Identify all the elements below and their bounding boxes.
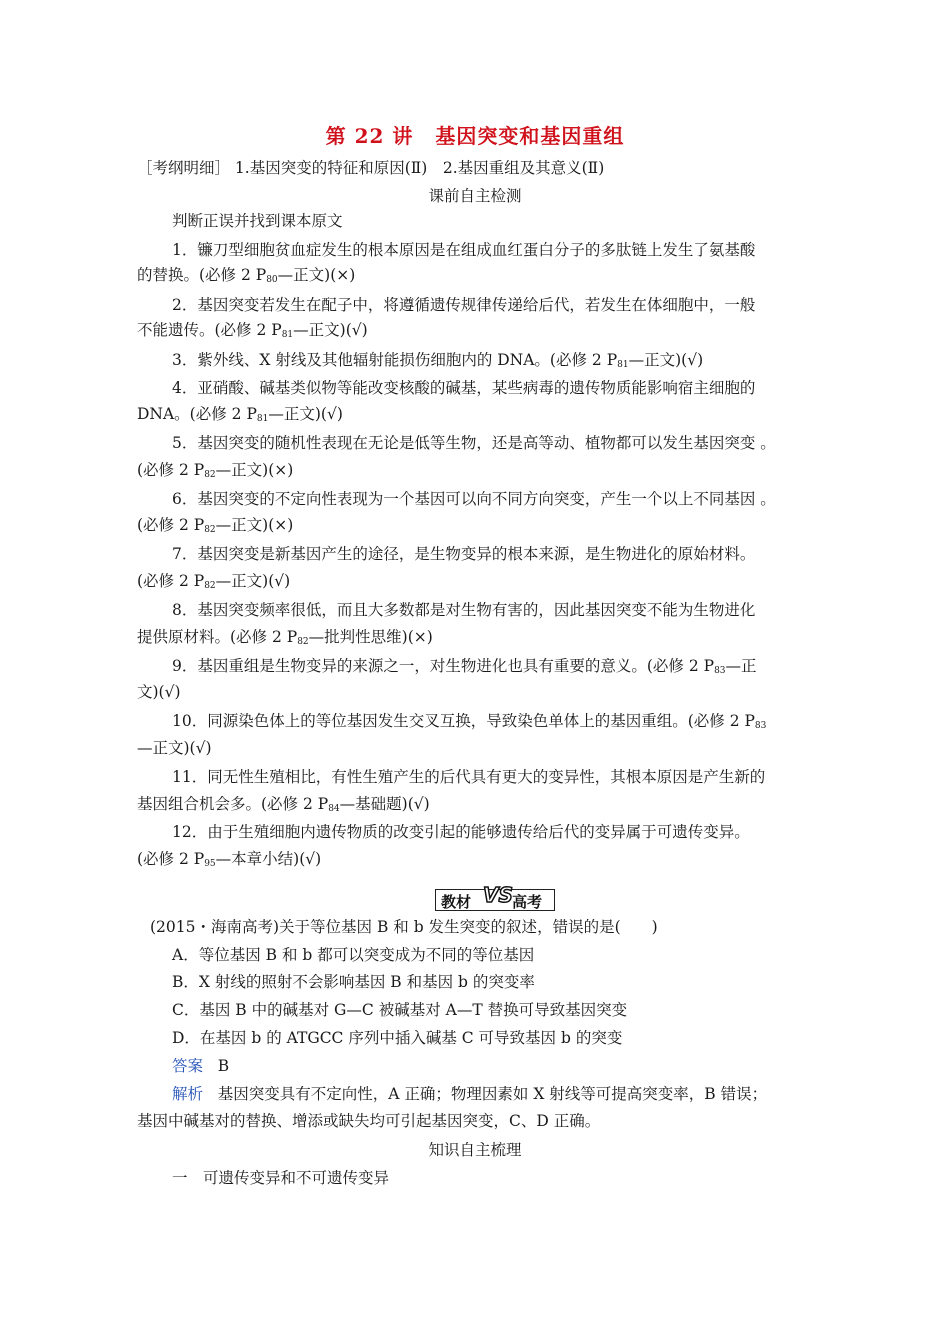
banner-left-text: 教材 — [441, 893, 472, 911]
exam-question: (2015・海南高考)关于等位基因 B 和 b 发生突变的叙述，错误的是( ) — [150, 918, 658, 936]
analysis-text-1: 基因突变具有不定向性，A 正确；物理因素如 X 射线等可提高突变率，B 错误； — [217, 1085, 768, 1103]
textbook-vs-exam-banner — [435, 885, 553, 911]
item-11-line-2: 基因组合机会多。(必修 2 $P_{84}—$基础题)(√) — [137, 795, 430, 814]
item-11-line-1: 11．同无性生殖相比，有性生殖产生的后代具有更大的变异性，其根本原因是产生新的 — [172, 768, 766, 786]
analysis-line-2: 基因中碱基对的替换、增添或缺失均可引起基因突变，C、D 正确。 — [137, 1112, 601, 1130]
item-1-line-2: 的替换。(必修 2 $P_{80}—$正文)(×) — [137, 266, 356, 285]
instruction-text: 判断正误并找到课本原文 — [172, 212, 343, 230]
analysis-label: 解析 — [172, 1085, 204, 1103]
item-3-line-1: 3．紫外线、X 射线及其他辐射能损伤细胞内的 DNA。(必修 2 $P_{81}—$正文)(√) — [172, 351, 704, 370]
item-6-line-1: 6．基因突变的不定向性表现为一个基因可以向不同方向突变，产生一个以上不同基因 。 — [172, 490, 776, 508]
option-d: D．在基因 b 的 ATGCC 序列中插入碱基 C 可导致基因 b 的突变 — [172, 1029, 623, 1047]
option-a: A．等位基因 B 和 b 都可以突变成为不同的等位基因 — [172, 946, 535, 964]
lesson-number: 第 22 讲 — [325, 124, 414, 148]
item-8-line-2: 提供原材料。(必修 2 $P_{82}—$批判性思维)(×) — [137, 628, 433, 647]
item-8-line-1: 8．基因突变频率很低，而且大多数都是对生物有害的，因此基因突变不能为生物进化 — [172, 601, 756, 619]
option-b: B．X 射线的照射不会影响基因 B 和基因 b 的突变率 — [172, 973, 535, 991]
answer-label: 答案 — [172, 1057, 204, 1075]
section-heading-self-test: 课前自主检测 — [428, 187, 522, 205]
item-4-line-2: DNA。(必修 2 $P_{81}—$正文)(√) — [137, 405, 343, 424]
section-heading-knowledge: 知识自主梳理 — [428, 1141, 522, 1159]
item-4-line-1: 4．亚硝酸、碱基类似物等能改变核酸的碱基，某些病毒的遗传物质能影响宿主细胞的 — [172, 379, 756, 397]
item-7-line-1: 7．基因突变是新基因产生的途径，是生物变异的根本来源，是生物进化的原始材料。 — [172, 545, 756, 563]
banner-vs-text: VS — [483, 883, 513, 907]
answer-value: B — [217, 1057, 230, 1075]
lesson-name: 基因突变和基因重组 — [435, 124, 625, 148]
item-7-line-2: (必修 2 $P_{82}—$正文)(√) — [137, 572, 291, 591]
item-5-line-2: (必修 2 $P_{82}—$正文)(×) — [137, 461, 294, 480]
item-10-line-1: 10．同源染色体上的等位基因发生交叉互换，导致染色单体上的基因重组。(必修 2 $P_{83}$ — [172, 712, 767, 731]
option-c: C．基因 B 中的碱基对 G—C 被碱基对 A—T 替换可导致基因突变 — [172, 1001, 628, 1019]
outline-line: ［考纲明细］ 1.基因突变的特征和原因(Ⅱ) 2.基因重组及其意义(Ⅱ) — [137, 159, 605, 177]
answer-line — [172, 1056, 852, 1076]
analysis-line-1 — [172, 1084, 852, 1104]
subsection-heading-1: 一 可遗传变异和不可遗传变异 — [172, 1169, 390, 1187]
item-9-line-2: 文)(√) — [137, 683, 181, 701]
lesson-title — [0, 120, 950, 149]
item-1-line-1: 1．镰刀型细胞贫血症发生的根本原因是在组成血红蛋白分子的多肽链上发生了氨基酸 — [172, 241, 756, 259]
item-12-line-1: 12．由于生殖细胞内遗传物质的改变引起的能够遗传给后代的变异属于可遗传变异。 — [172, 823, 750, 841]
item-10-line-2: —正文)(√) — [137, 739, 212, 757]
item-9-line-1: 9．基因重组是生物变异的来源之一，对生物进化也具有重要的意义。(必修 2 $P_{83}—$正 — [172, 657, 757, 676]
item-5-line-1: 5．基因突变的随机性表现在无论是低等生物，还是高等动、植物都可以发生基因突变 。 — [172, 434, 776, 452]
item-2-line-1: 2．基因突变若发生在配子中，将遵循遗传规律传递给后代，若发生在体细胞中，一般 — [172, 296, 756, 314]
item-12-line-2: (必修 2 $P_{95}—$本章小结)(√) — [137, 850, 322, 869]
item-6-line-2: (必修 2 $P_{82}—$正文)(×) — [137, 516, 294, 535]
banner-right-text: 高考 — [512, 893, 543, 911]
item-2-line-2: 不能遗传。(必修 2 $P_{81}—$正文)(√) — [137, 321, 368, 340]
